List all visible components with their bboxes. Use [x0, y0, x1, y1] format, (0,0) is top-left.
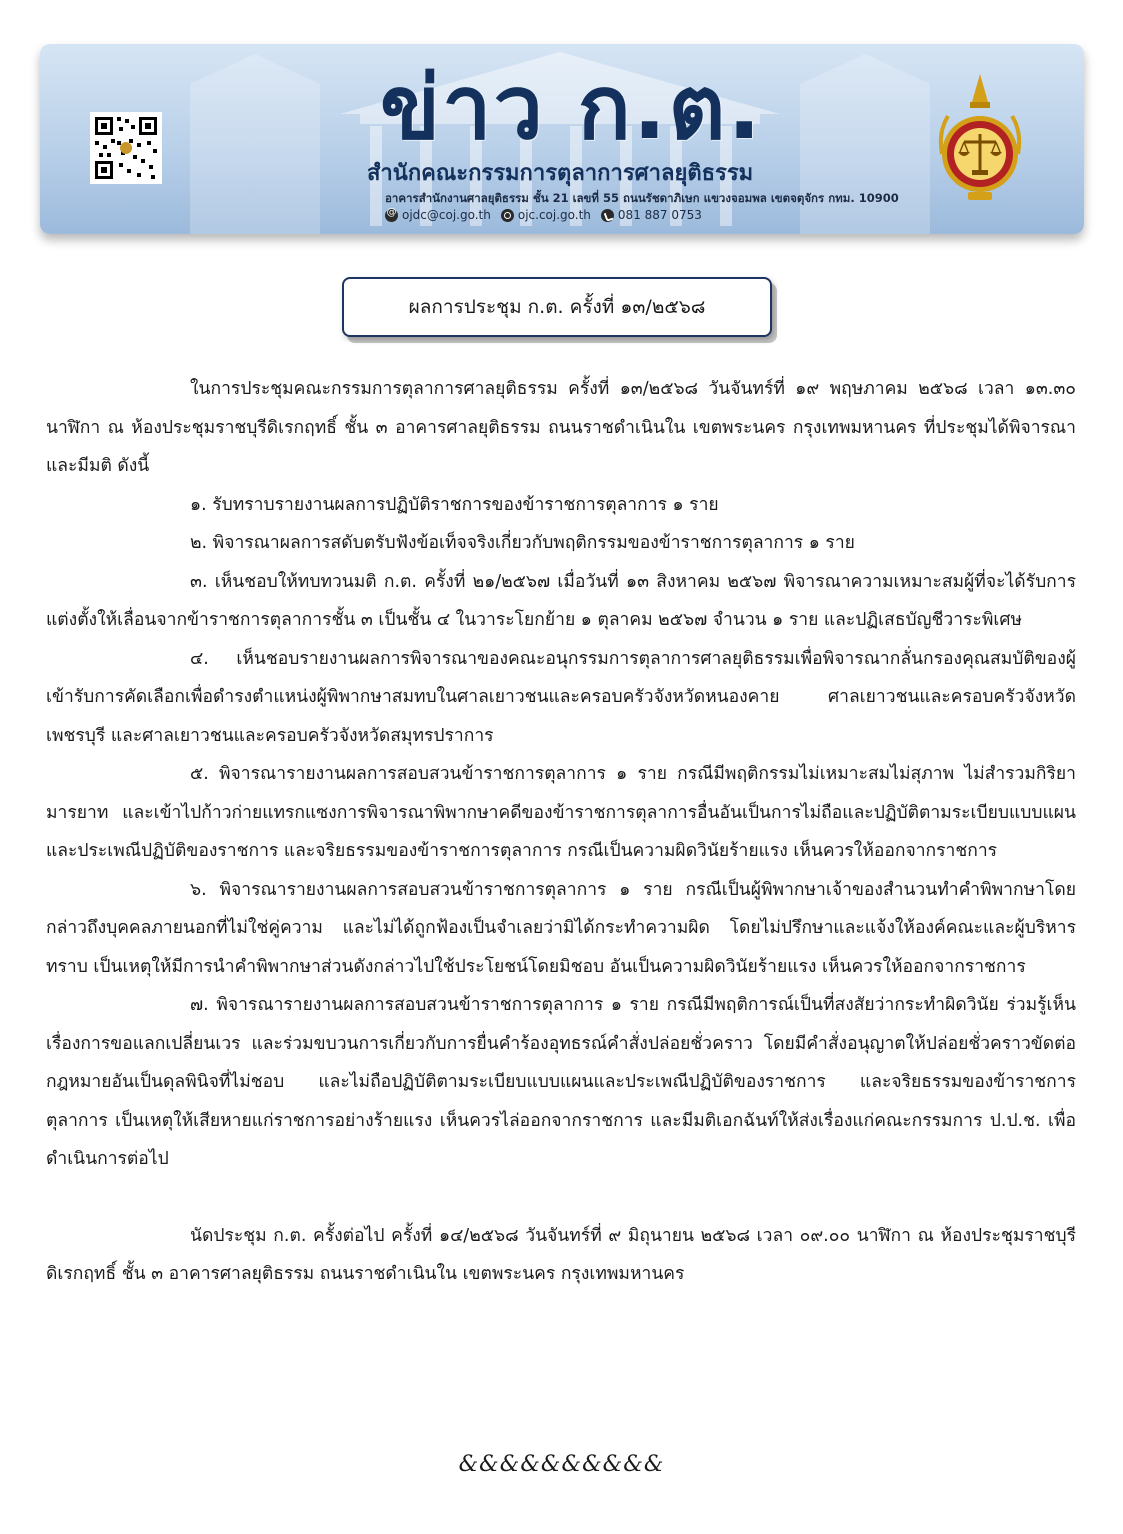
contact-phone[interactable]	[601, 208, 702, 222]
phone-text: 081 887 0753	[617, 208, 702, 222]
web-icon	[501, 209, 514, 222]
resolution-item-1: ๑. รับทราบรายงานผลการปฏิบัติราชการของข้าราชการตุลาการ ๑ ราย	[190, 494, 719, 515]
resolution-item-3: ๓. เห็นชอบให้ทบทวนมติ ก.ต. ครั้งที่ ๒๑/๒๕๖๗ เมื่อวันที่ ๑๓ สิงหาคม ๒๕๖๗ พิจารณาความเหมาะสมผู้ที่จะได้รับการแต่งตั้งให้เลื่อนจากข้าราชการตุลาการชั้น ๓ เป็นชั้น ๔ ในวาระโยกย้าย ๑ ตุลาคม ๒๕๖๗ จำนวน ๑ ราย และปฏิเสธบัญชีวาระพิเศษ	[46, 571, 1076, 630]
email-text: ojdc@coj.go.th	[402, 208, 491, 222]
contact-website[interactable]	[501, 208, 591, 222]
closing-marks: &&&&&&&&&&	[458, 1452, 665, 1477]
document-body	[46, 370, 1076, 1294]
resolution-item-2: ๒. พิจารณาผลการสดับตรับฟังข้อเท็จจริงเกี่ยวกับพฤติกรรมของข้าราชการตุลาการ ๑ ราย	[190, 533, 855, 553]
qr-code-icon[interactable]	[90, 112, 162, 184]
office-address: อาคารสำนักงานศาลยุติธรรม ชั้น 21 เลขที่ 55 ถนนรัชดาภิเษก แขวงจอมพล เขตจตุจักร กทม. 10900	[385, 191, 899, 205]
phone-icon	[601, 209, 614, 222]
header-banner	[40, 44, 1084, 234]
intro-paragraph: ในการประชุมคณะกรรมการตุลาการศาลยุติธรรม ครั้งที่ ๑๓/๒๕๖๘ วันจันทร์ที่ ๑๙ พฤษภาคม ๒๕๖๘ เวลา ๑๓.๓๐ นาฬิกา ณ ห้องประชุมราชบุรีดิเรกฤทธิ์ ชั้น ๓ อาคารศาลยุติธรรม ถนนราชดำเนินใน เขตพระนคร กรุงเทพมหานคร ที่ประชุมได้พิจารณาและมีมติ ดังนี้	[46, 379, 1076, 476]
email-icon	[385, 209, 398, 222]
contact-bar	[385, 208, 702, 222]
office-name: สำนักคณะกรรมการตุลาการศาลยุติธรรม	[367, 161, 754, 186]
meeting-title: ผลการประชุม ก.ต. ครั้งที่ ๑๓/๒๕๖๘	[408, 296, 706, 318]
resolution-item-4: ๔. เห็นชอบรายงานผลการพิจารณาของคณะอนุกรรมการตุลาการศาลยุติธรรมเพื่อพิจารณากลั่นกรองคุณสมบัติของผู้เข้ารับการคัดเลือกเพื่อดำรงตำแหน่งผู้พิพากษาสมทบในศาลเยาวชนและครอบครัวจังหวัดหนองคาย ศาลเยาวชนและครอบครัวจังหวัดเพชรบุรี และศาลเยาวชนและครอบครัวจังหวัดสมุทรปราการ	[46, 648, 1076, 746]
meeting-title-box	[342, 277, 772, 337]
website-text: ojc.coj.go.th	[517, 208, 591, 222]
resolution-item-7: ๗. พิจารณารายงานผลการสอบสวนข้าราชการตุลาการ ๑ ราย กรณีมีพฤติการณ์เป็นที่สงสัยว่ากระทำผิดวินัย ร่วมรู้เห็นเรื่องการขอแลกเปลี่ยนเวร และร่วมขบวนการเกี่ยวกับการยื่นคำร้องอุทธรณ์คำสั่งปล่อยชั่วคราว โดยมีคำสั่งอนุญาตให้ปล่อยชั่วคราวขัดต่อกฎหมายอันเป็นดุลพินิจที่ไม่ชอบ และไม่ถือปฏิบัติตามระเบียบแบบแผนและประเพณีปฏิบัติของราชการ และจริยธรรมของข้าราชการตุลาการ เป็นเหตุให้เสียหายแก่ราชการอย่างร้ายแรง เห็นควรไล่ออกจากราชการ และมีมติเอกฉันท์ให้ส่งเรื่องแก่คณะกรรมการ ป.ป.ช. เพื่อดำเนินการต่อไป	[46, 995, 1076, 1169]
paragraph-spacer	[46, 1179, 1076, 1217]
resolution-item-5: ๕. พิจารณารายงานผลการสอบสวนข้าราชการตุลาการ ๑ ราย กรณีมีพฤติกรรมไม่เหมาะสมไม่สุภาพ ไม่สำรวมกิริยามารยาท และเข้าไปก้าวก่ายแทรกแซงการพิจารณาพิพากษาคดีของข้าราชการตุลาการอื่นอันเป็นการไม่ถือและปฏิบัติตามระเบียบแบบแผนและประเพณีปฏิบัติของราชการ และจริยธรรมของข้าราชการตุลาการ กรณีเป็นความผิดวินัยร้ายแรง เห็นควรให้ออกจากราชการ	[46, 764, 1076, 861]
court-emblem-icon	[938, 72, 1022, 212]
resolution-item-6: ๖. พิจารณารายงานผลการสอบสวนข้าราชการตุลาการ ๑ ราย กรณีเป็นผู้พิพากษาเจ้าของสำนวนทำคำพิพากษาโดยกล่าวถึงบุคคลภายนอกที่ไม่ใช่คู่ความ และไม่ได้ถูกฟ้องเป็นจำเลยว่ามิได้กระทำความผิด โดยไม่ปรึกษาและแจ้งให้องค์คณะและผู้บริหารทราบ เป็นเหตุให้มีการนำคำพิพากษาส่วนดังกล่าวไปใช้ประโยชน์โดยมิชอบ อันเป็นความผิดวินัยร้ายแรง เห็นควรให้ออกจากราชการ	[46, 879, 1076, 977]
contact-email[interactable]	[385, 208, 491, 222]
newsletter-title: ข่าว ก.ต.	[380, 56, 763, 159]
next-meeting-paragraph: นัดประชุม ก.ต. ครั้งต่อไป ครั้งที่ ๑๔/๒๕๖๘ วันจันทร์ที่ ๙ มิถุนายน ๒๕๖๘ เวลา ๐๙.๐๐ นาฬิกา ณ ห้องประชุมราชบุรีดิเรกฤทธิ์ ชั้น ๓ อาคารศาลยุติธรรม ถนนราชดำเนินใน เขตพระนคร กรุงเทพมหานคร	[46, 1225, 1076, 1284]
